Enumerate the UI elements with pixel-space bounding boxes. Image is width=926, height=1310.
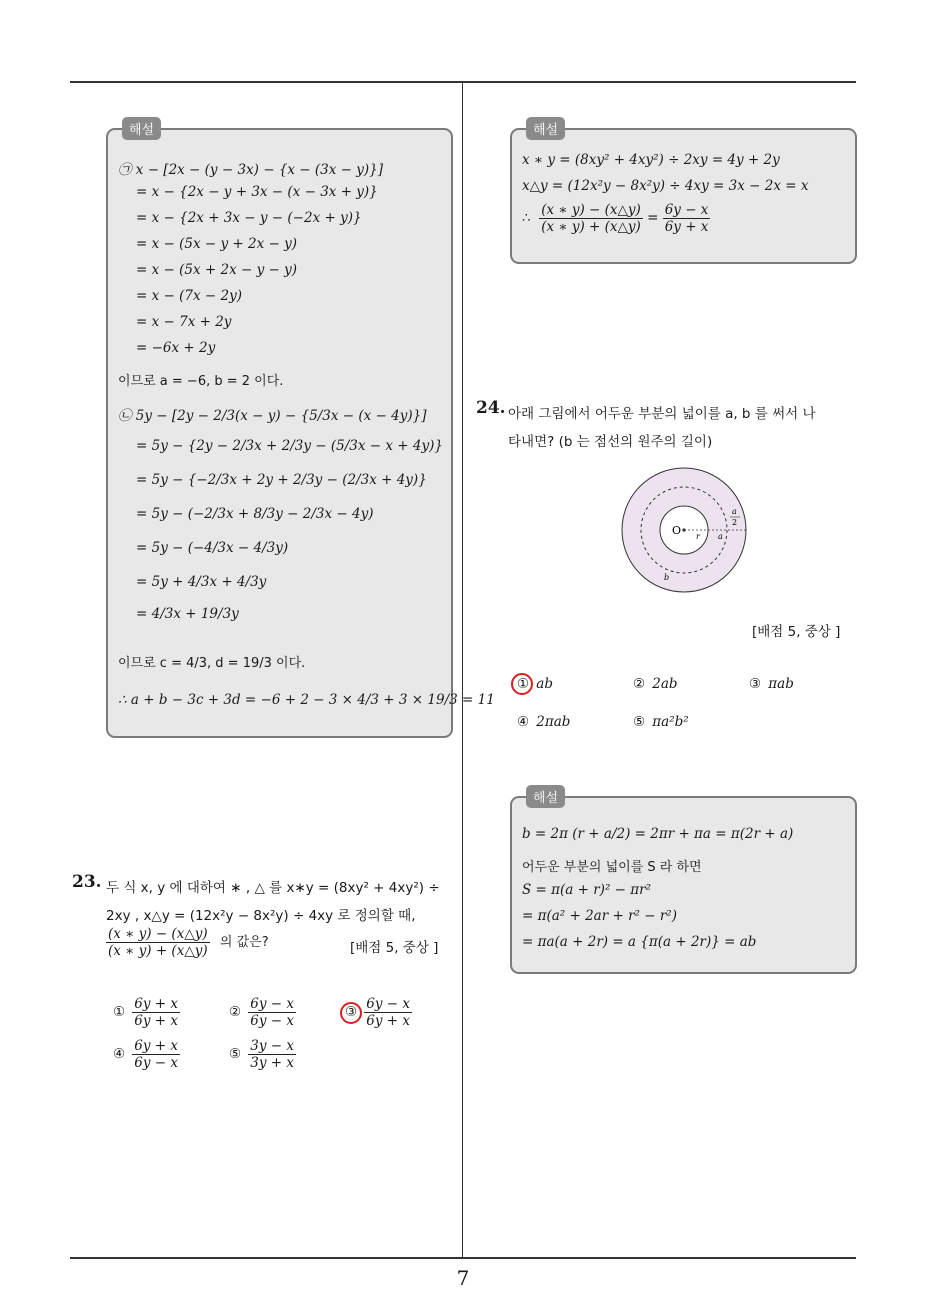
solution-line: ㉡ 5y − [2y − 2/3(x − y) − {5/3x − (x − 4y)}]: [118, 408, 427, 424]
solution-line: S = π(a + r)² − πr²: [522, 882, 651, 898]
half-a-numerator: a: [732, 507, 737, 516]
solution-line: = x − {2x + 3x − y − (−2x + y)}: [136, 210, 362, 226]
selected-answer-circle: [511, 673, 533, 695]
choice-4[interactable]: ④ 2πab: [516, 714, 571, 730]
choice-2[interactable]: ② $\frac{6y - x}{6y - x}$: [228, 996, 295, 1029]
choice-1[interactable]: ① $\frac{6y + x}{6y + x}$: [112, 996, 179, 1029]
choice-4[interactable]: ④ $\frac{6y + x}{6y - x}$: [112, 1038, 179, 1071]
choice-5[interactable]: ⑤ πa²b²: [632, 714, 689, 730]
question-text-line: 2xy , x△y = (12x²y − 8x²y) ÷ 4xy 로 정의할 때,: [106, 908, 416, 924]
question-text-line: 타내면? (b 는 점선의 원주의 길이): [508, 434, 713, 450]
question-text-line: 아래 그림에서 어두운 부분의 넓이를 a, b 를 써서 나: [508, 406, 816, 422]
solution-line: = x − {2x − y + 3x − (x − 3x + y)}: [136, 184, 378, 200]
solution-result: ∴ $\frac{(x ∗ y) - (x\triangle y)}{(x ∗ y) + (x\triangle y)}$ = $\frac{6y - x}{6y + x}$: [522, 202, 709, 235]
solution-tag: 해설: [122, 117, 161, 140]
solution-line: = 5y + 4/3x + 4/3y: [136, 574, 267, 590]
selected-answer-circle: [340, 1002, 362, 1024]
solution-line: = x − (7x − 2y): [136, 288, 242, 304]
solution-line: x ∗ y = (8xy² + 4xy²) ÷ 2xy = 4y + 2y: [522, 152, 780, 168]
choice-5[interactable]: ⑤ $\frac{3y - x}{3y + x}$: [228, 1038, 295, 1071]
b-label: b: [664, 573, 670, 582]
solution-line: = πa(a + 2r) = a {π(a + 2r)} = ab: [522, 934, 757, 950]
center-label: O: [672, 524, 682, 537]
question-text-tail: 의 값은?: [219, 935, 269, 950]
expr-denominator: (x ∗ y) + (x△y): [108, 943, 208, 959]
question-number: 24.: [476, 398, 506, 418]
question-text-line: 두 식 x, y 에 대하여 ∗ , △ 를 x∗y = (8xy² + 4xy²) ÷: [106, 880, 440, 896]
solution-line: ∴ a + b − 3c + 3d = −6 + 2 − 3 × 4/3 + 3 × 19/3 = 11: [118, 692, 495, 708]
top-rule: [70, 81, 856, 83]
solution-line: x△y = (12x²y − 8x²y) ÷ 4xy = 3x − 2x = x: [522, 178, 809, 194]
question-score: [배점 5, 중상 ]: [350, 940, 439, 956]
solution-line: = 5y − (−2/3x + 8/3y − 2/3x − 4y): [136, 506, 374, 522]
solution-tag: 해설: [526, 785, 565, 808]
page-number: 7: [456, 1266, 470, 1290]
expr-numerator: (x ∗ y) − (x△y): [108, 926, 208, 942]
bottom-rule: [70, 1257, 856, 1259]
question-expression: [106, 926, 269, 959]
solution-line: = 5y − (−4/3x − 4/3y): [136, 540, 289, 556]
r-label: r: [696, 532, 700, 541]
solution-tag: 해설: [526, 117, 565, 140]
solution-line: 이므로 c = 4/3, d = 19/3 이다.: [118, 656, 306, 671]
half-a-denominator: 2: [732, 518, 738, 527]
choice-2[interactable]: ② 2ab: [632, 676, 678, 692]
solution-line: = 5y − {−2/3x + 2y + 2/3y − (2/3x + 4y)}: [136, 472, 427, 488]
question-score: [배점 5, 중상 ]: [752, 624, 841, 640]
solution-box-23: [510, 123, 857, 264]
solution-line: ㉠ x − [2x − (y − 3x) − {x − (3x − y)}]: [118, 162, 384, 178]
choice-3[interactable]: ③ πab: [748, 676, 794, 692]
column-divider: [462, 82, 463, 1258]
solution-line: = −6x + 2y: [136, 340, 216, 356]
concentric-circles-figure: [614, 460, 754, 600]
solution-line: 이므로 a = −6, b = 2 이다.: [118, 374, 284, 389]
solution-line: = x − (5x − y + 2x − y): [136, 236, 297, 252]
a-label: a: [718, 532, 723, 541]
solution-line: b = 2π (r + a/2) = 2πr + πa = π(2r + a): [522, 826, 794, 842]
choice-1[interactable]: ① ab: [516, 676, 553, 692]
question-number: 23.: [72, 872, 102, 892]
choice-3[interactable]: ③ $\frac{6y - x}{6y + x}$: [344, 996, 411, 1029]
solution-line: = x − (5x + 2x − y − y): [136, 262, 297, 278]
solution-box-24: [510, 791, 857, 974]
solution-line: = π(a² + 2ar + r² − r²): [522, 908, 677, 924]
solution-line: = x − 7x + 2y: [136, 314, 232, 330]
solution-line: 어두운 부분의 넓이를 S 라 하면: [522, 860, 702, 875]
solution-line: = 4/3x + 19/3y: [136, 606, 239, 622]
solution-line: = 5y − {2y − 2/3x + 2/3y − (5/3x − x + 4y)}: [136, 438, 443, 454]
